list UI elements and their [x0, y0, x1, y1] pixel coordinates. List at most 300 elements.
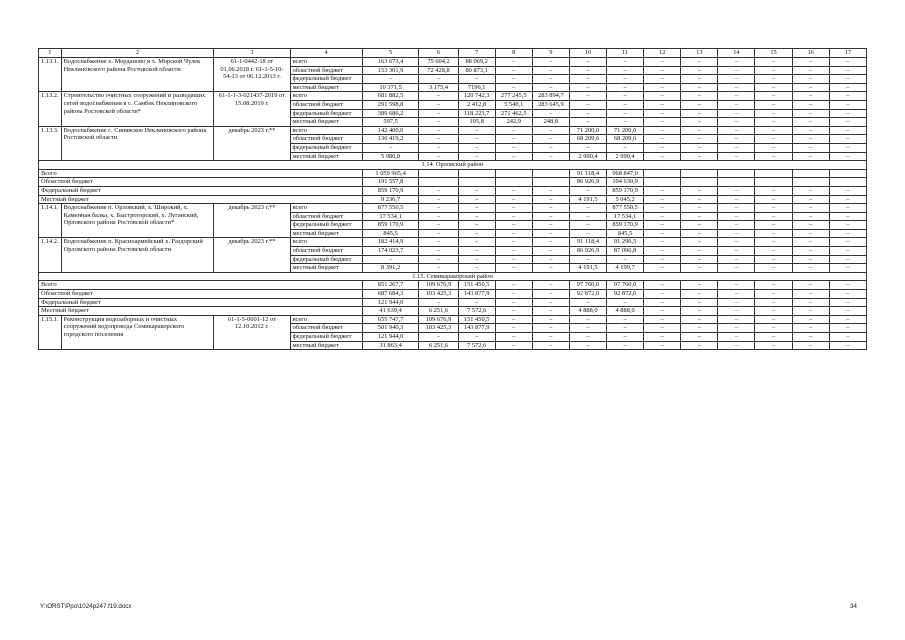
value-cell: –: [829, 83, 866, 92]
value-cell: [718, 169, 755, 178]
column-header: 4: [290, 49, 362, 58]
value-cell: –: [458, 204, 495, 213]
column-header: 12: [644, 49, 681, 58]
value-cell: –: [792, 221, 829, 230]
value-cell: 68 209,6: [569, 135, 606, 144]
value-cell: –: [829, 238, 866, 247]
value-cell: –: [755, 143, 792, 152]
total-label: Местный бюджет: [39, 195, 363, 204]
value-cell: –: [681, 100, 718, 109]
budget-table: [38, 48, 867, 350]
value-cell: –: [495, 281, 532, 290]
value-cell: 80 873,1: [458, 66, 495, 75]
value-cell: –: [755, 135, 792, 144]
value-cell: –: [792, 324, 829, 333]
value-cell: –: [458, 186, 495, 195]
value-cell: –: [532, 152, 569, 161]
value-cell: –: [532, 315, 569, 324]
value-cell: –: [681, 92, 718, 101]
value-cell: [829, 169, 866, 178]
value-cell: –: [532, 204, 569, 213]
value-cell: 120 742,3: [458, 92, 495, 101]
value-cell: –: [681, 290, 718, 299]
value-cell: –: [755, 307, 792, 316]
value-cell: –: [792, 247, 829, 256]
value-cell: 9 236,7: [362, 195, 419, 204]
value-cell: –: [829, 58, 866, 67]
value-cell: –: [495, 238, 532, 247]
table-row: [39, 126, 867, 135]
value-cell: –: [569, 109, 606, 118]
value-cell: –: [681, 58, 718, 67]
funding-source: областной бюджет: [290, 247, 362, 256]
value-cell: –: [644, 229, 681, 238]
value-cell: [681, 169, 718, 178]
value-cell: –: [718, 100, 755, 109]
column-header: 13: [681, 49, 718, 58]
value-cell: 182 414,9: [362, 238, 419, 247]
value-cell: –: [755, 100, 792, 109]
value-cell: –: [755, 229, 792, 238]
value-cell: –: [681, 333, 718, 342]
item-number: 1.14.2.: [39, 238, 62, 272]
funding-source: местный бюджет: [290, 341, 362, 350]
value-cell: –: [495, 58, 532, 67]
value-cell: –: [755, 333, 792, 342]
value-cell: –: [495, 135, 532, 144]
value-cell: –: [755, 315, 792, 324]
value-cell: –: [532, 186, 569, 195]
item-document: 61-1-0442-18 от 01.06.2018 г. 61-1-5-10-54-13 от 06.12.2013 г.: [214, 58, 290, 92]
funding-source: федеральный бюджет: [290, 333, 362, 342]
value-cell: –: [495, 307, 532, 316]
value-cell: –: [362, 143, 419, 152]
value-cell: –: [569, 58, 606, 67]
funding-source: всего: [290, 92, 362, 101]
value-cell: –: [532, 281, 569, 290]
value-cell: –: [792, 290, 829, 299]
value-cell: –: [792, 229, 829, 238]
value-cell: –: [681, 281, 718, 290]
table-row: [39, 58, 867, 67]
district-title: 1.14. Орловский район: [39, 161, 867, 170]
value-cell: [644, 178, 681, 187]
total-row: [39, 186, 867, 195]
value-cell: 163 673,4: [362, 58, 419, 67]
value-cell: –: [755, 247, 792, 256]
header-row: [39, 49, 867, 58]
total-row: [39, 307, 867, 316]
value-cell: 6 251,6: [419, 307, 458, 316]
value-cell: –: [718, 143, 755, 152]
funding-source: всего: [290, 238, 362, 247]
value-cell: –: [419, 100, 458, 109]
value-cell: [532, 169, 569, 178]
value-cell: –: [644, 143, 681, 152]
value-cell: 3 175,4: [419, 83, 458, 92]
column-header: 11: [607, 49, 644, 58]
value-cell: –: [755, 341, 792, 350]
value-cell: –: [644, 298, 681, 307]
value-cell: –: [607, 92, 644, 101]
value-cell: –: [532, 298, 569, 307]
value-cell: –: [755, 264, 792, 273]
value-cell: –: [532, 247, 569, 256]
item-document: 61-1-5-0601-12 от 12.10.2012 г.: [214, 315, 290, 349]
value-cell: –: [718, 75, 755, 84]
value-cell: [532, 178, 569, 187]
value-cell: 7 572,6: [458, 307, 495, 316]
value-cell: –: [681, 298, 718, 307]
value-cell: –: [829, 264, 866, 273]
value-cell: –: [792, 186, 829, 195]
value-cell: –: [718, 126, 755, 135]
value-cell: –: [458, 333, 495, 342]
value-cell: –: [644, 307, 681, 316]
value-cell: 2 412,8: [458, 100, 495, 109]
value-cell: –: [829, 341, 866, 350]
value-cell: 87 096,8: [607, 247, 644, 256]
value-cell: –: [644, 333, 681, 342]
table-row: [39, 315, 867, 324]
value-cell: [755, 169, 792, 178]
value-cell: –: [458, 247, 495, 256]
value-cell: –: [495, 247, 532, 256]
value-cell: 72 428,8: [419, 66, 458, 75]
total-label: Областной бюджет: [39, 290, 363, 299]
value-cell: –: [607, 58, 644, 67]
value-cell: –: [792, 109, 829, 118]
value-cell: 687 684,3: [362, 290, 419, 299]
value-cell: –: [644, 290, 681, 299]
value-cell: –: [829, 212, 866, 221]
funding-source: местный бюджет: [290, 264, 362, 273]
value-cell: –: [792, 195, 829, 204]
value-cell: –: [718, 66, 755, 75]
value-cell: 92 872,0: [607, 290, 644, 299]
value-cell: –: [532, 229, 569, 238]
value-cell: –: [755, 58, 792, 67]
value-cell: –: [419, 152, 458, 161]
value-cell: 31 863,4: [362, 341, 419, 350]
value-cell: –: [419, 229, 458, 238]
value-cell: 845,5: [362, 229, 419, 238]
value-cell: –: [681, 204, 718, 213]
value-cell: 389 686,2: [362, 109, 419, 118]
value-cell: –: [829, 290, 866, 299]
value-cell: –: [532, 264, 569, 273]
value-cell: –: [532, 255, 569, 264]
value-cell: –: [755, 281, 792, 290]
value-cell: –: [681, 315, 718, 324]
table-row: [39, 238, 867, 247]
value-cell: –: [718, 92, 755, 101]
value-cell: –: [419, 238, 458, 247]
value-cell: –: [569, 143, 606, 152]
item-name: Реконструкция водозаборных и очистных сооружений водопровода Семикаракорского городского поселения: [61, 315, 214, 349]
value-cell: 97 760,0: [607, 281, 644, 290]
value-cell: –: [495, 204, 532, 213]
funding-source: местный бюджет: [290, 152, 362, 161]
value-cell: 121 944,0: [362, 333, 419, 342]
value-cell: –: [495, 298, 532, 307]
value-cell: [458, 169, 495, 178]
value-cell: –: [829, 195, 866, 204]
value-cell: –: [532, 238, 569, 247]
value-cell: –: [718, 229, 755, 238]
total-label: Федеральный бюджет: [39, 298, 363, 307]
value-cell: 877 550,5: [362, 204, 419, 213]
value-cell: –: [829, 324, 866, 333]
total-row: [39, 290, 867, 299]
value-cell: –: [495, 255, 532, 264]
value-cell: –: [607, 298, 644, 307]
value-cell: –: [644, 75, 681, 84]
value-cell: 86 926,9: [569, 247, 606, 256]
value-cell: [644, 169, 681, 178]
column-header: 3: [214, 49, 290, 58]
value-cell: 143 877,9: [458, 324, 495, 333]
value-cell: –: [532, 324, 569, 333]
value-cell: –: [569, 83, 606, 92]
value-cell: –: [458, 255, 495, 264]
funding-source: областной бюджет: [290, 66, 362, 75]
value-cell: –: [362, 255, 419, 264]
value-cell: –: [569, 186, 606, 195]
value-cell: [495, 178, 532, 187]
value-cell: –: [569, 221, 606, 230]
value-cell: –: [607, 333, 644, 342]
document-page: [38, 48, 867, 350]
value-cell: –: [681, 126, 718, 135]
value-cell: –: [495, 341, 532, 350]
value-cell: –: [419, 186, 458, 195]
page-number: 34: [850, 603, 857, 610]
value-cell: –: [532, 75, 569, 84]
value-cell: –: [532, 143, 569, 152]
value-cell: 118 223,7: [458, 109, 495, 118]
value-cell: 153 301,9: [362, 66, 419, 75]
value-cell: –: [419, 75, 458, 84]
value-cell: –: [718, 290, 755, 299]
value-cell: –: [755, 204, 792, 213]
value-cell: 4 191,5: [569, 195, 606, 204]
value-cell: –: [718, 212, 755, 221]
total-row: [39, 195, 867, 204]
funding-source: федеральный бюджет: [290, 221, 362, 230]
value-cell: [495, 169, 532, 178]
value-cell: –: [532, 195, 569, 204]
value-cell: 4 191,5: [569, 264, 606, 273]
value-cell: 174 023,7: [362, 247, 419, 256]
value-cell: –: [829, 255, 866, 264]
value-cell: 151 450,5: [458, 315, 495, 324]
value-cell: –: [755, 255, 792, 264]
value-cell: –: [829, 75, 866, 84]
column-header: 10: [569, 49, 606, 58]
value-cell: –: [755, 75, 792, 84]
funding-source: федеральный бюджет: [290, 143, 362, 152]
value-cell: –: [829, 281, 866, 290]
value-cell: –: [681, 118, 718, 127]
column-header: 16: [792, 49, 829, 58]
value-cell: –: [419, 212, 458, 221]
value-cell: –: [644, 152, 681, 161]
value-cell: [458, 178, 495, 187]
column-header: 15: [755, 49, 792, 58]
value-cell: –: [532, 221, 569, 230]
value-cell: –: [644, 341, 681, 350]
value-cell: –: [792, 143, 829, 152]
value-cell: 5 980,8: [362, 152, 419, 161]
value-cell: 71 200,0: [607, 126, 644, 135]
item-document: декабрь 2023 г.**: [214, 204, 290, 238]
value-cell: –: [829, 100, 866, 109]
total-label: Местный бюджет: [39, 307, 363, 316]
value-cell: –: [681, 195, 718, 204]
value-cell: 283 894,7: [532, 92, 569, 101]
value-cell: 103 425,3: [419, 290, 458, 299]
value-cell: –: [792, 83, 829, 92]
funding-source: всего: [290, 126, 362, 135]
column-header: 7: [458, 49, 495, 58]
value-cell: –: [495, 221, 532, 230]
value-cell: –: [569, 333, 606, 342]
total-label: Областной бюджет: [39, 178, 363, 187]
value-cell: –: [532, 212, 569, 221]
total-row: [39, 178, 867, 187]
value-cell: –: [681, 307, 718, 316]
value-cell: –: [755, 290, 792, 299]
value-cell: –: [681, 247, 718, 256]
value-cell: 105,8: [458, 118, 495, 127]
value-cell: –: [718, 255, 755, 264]
value-cell: –: [681, 212, 718, 221]
value-cell: –: [495, 186, 532, 195]
value-cell: 151 450,5: [458, 281, 495, 290]
column-header: 9: [532, 49, 569, 58]
value-cell: 91 118,4: [569, 238, 606, 247]
value-cell: 75 604,2: [419, 58, 458, 67]
value-cell: –: [681, 66, 718, 75]
value-cell: 1 059 965,4: [362, 169, 419, 178]
value-cell: –: [644, 92, 681, 101]
value-cell: –: [495, 264, 532, 273]
value-cell: –: [419, 135, 458, 144]
value-cell: 88 069,2: [458, 58, 495, 67]
value-cell: –: [718, 341, 755, 350]
value-cell: –: [718, 324, 755, 333]
value-cell: –: [644, 109, 681, 118]
value-cell: 2 990,4: [607, 152, 644, 161]
value-cell: –: [718, 83, 755, 92]
value-cell: –: [792, 255, 829, 264]
value-cell: –: [644, 315, 681, 324]
item-number: 1.13.2.: [39, 92, 62, 126]
value-cell: –: [569, 255, 606, 264]
value-cell: –: [569, 229, 606, 238]
value-cell: –: [419, 298, 458, 307]
item-number: 1.14.1.: [39, 204, 62, 238]
value-cell: –: [829, 66, 866, 75]
value-cell: 104 630,9: [607, 178, 644, 187]
value-cell: 92 872,0: [569, 290, 606, 299]
value-cell: 97 760,0: [569, 281, 606, 290]
value-cell: 283 645,9: [532, 100, 569, 109]
value-cell: –: [607, 109, 644, 118]
value-cell: 4 888,0: [607, 307, 644, 316]
value-cell: –: [495, 229, 532, 238]
value-cell: 277 245,5: [495, 92, 532, 101]
value-cell: –: [681, 75, 718, 84]
value-cell: 681 882,5: [362, 92, 419, 101]
funding-source: федеральный бюджет: [290, 75, 362, 84]
value-cell: –: [681, 109, 718, 118]
funding-source: областной бюджет: [290, 100, 362, 109]
value-cell: –: [419, 195, 458, 204]
value-cell: –: [419, 255, 458, 264]
value-cell: –: [829, 307, 866, 316]
value-cell: 4 199,7: [607, 264, 644, 273]
value-cell: –: [644, 255, 681, 264]
item-number: 1.13.1.: [39, 58, 62, 92]
value-cell: –: [829, 333, 866, 342]
value-cell: 845,5: [607, 229, 644, 238]
value-cell: –: [569, 100, 606, 109]
value-cell: –: [755, 212, 792, 221]
value-cell: –: [829, 126, 866, 135]
value-cell: –: [458, 152, 495, 161]
item-name: Водоснабжение х. Морданово и х. Морской Чулек Неклиновского района Ростовской области: [61, 58, 214, 92]
value-cell: –: [569, 341, 606, 350]
value-cell: –: [718, 238, 755, 247]
column-header: 5: [362, 49, 419, 58]
value-cell: 121 944,0: [362, 298, 419, 307]
item-document: декабрь 2023 г.**: [214, 126, 290, 160]
total-row: [39, 298, 867, 307]
value-cell: 91 118,4: [569, 169, 606, 178]
value-cell: –: [829, 186, 866, 195]
item-number: 1.15.1.: [39, 315, 62, 349]
funding-source: федеральный бюджет: [290, 255, 362, 264]
funding-source: федеральный бюджет: [290, 109, 362, 118]
value-cell: –: [495, 324, 532, 333]
file-path: Y:\ORST\Ppo\1024p247.f19.docx: [40, 603, 132, 610]
value-cell: –: [792, 100, 829, 109]
value-cell: –: [607, 143, 644, 152]
value-cell: [419, 178, 458, 187]
value-cell: 86 926,9: [569, 178, 606, 187]
value-cell: –: [792, 298, 829, 307]
value-cell: –: [792, 333, 829, 342]
value-cell: –: [419, 333, 458, 342]
value-cell: 2 990,4: [569, 152, 606, 161]
value-cell: 191 557,8: [362, 178, 419, 187]
value-cell: 109 676,9: [419, 315, 458, 324]
value-cell: –: [755, 186, 792, 195]
value-cell: –: [792, 66, 829, 75]
value-cell: –: [681, 324, 718, 333]
district-title: 1.15. Семикаракорский район: [39, 272, 867, 281]
total-label: Всего: [39, 281, 363, 290]
value-cell: –: [644, 126, 681, 135]
value-cell: 291 598,8: [362, 100, 419, 109]
funding-source: областной бюджет: [290, 135, 362, 144]
value-cell: –: [532, 333, 569, 342]
total-row: [39, 281, 867, 290]
funding-source: местный бюджет: [290, 83, 362, 92]
value-cell: –: [829, 221, 866, 230]
